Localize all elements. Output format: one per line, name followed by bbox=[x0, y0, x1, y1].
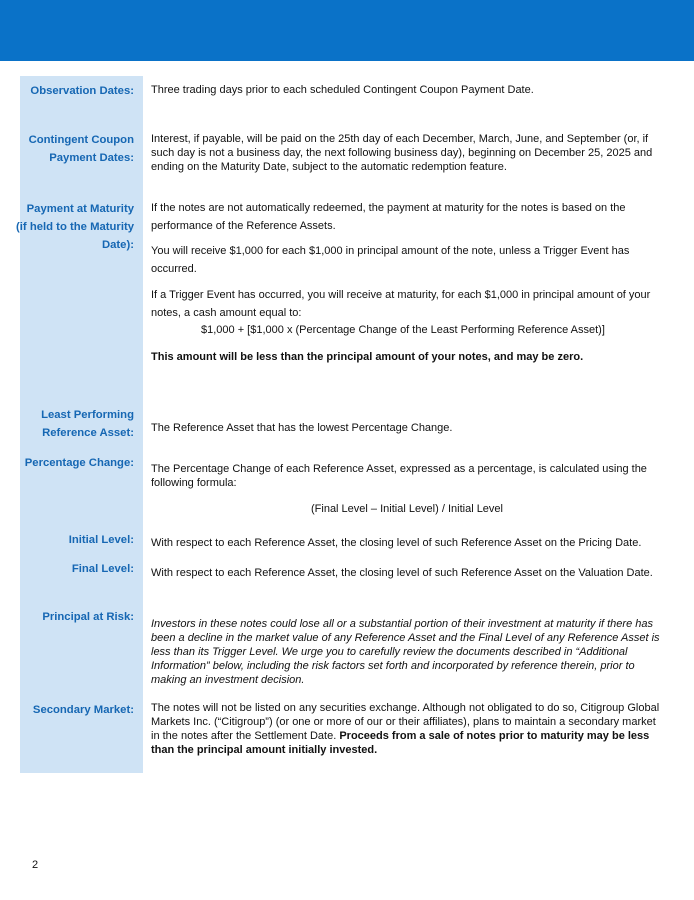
final-level-paragraph: With respect to each Reference Asset, the closing level of such Reference Asset on the Valuation Date. bbox=[151, 567, 653, 579]
label-secondary-market: Secondary Market: bbox=[32, 704, 134, 716]
secondary-market-bold-text: Proceeds from a sale of notes prior to maturity may be less than the principal amount initially invested. bbox=[151, 730, 650, 756]
label-percentage-change: Percentage Change: bbox=[24, 457, 134, 469]
secondary-market-paragraph bbox=[151, 701, 663, 757]
principal-at-risk-text bbox=[151, 617, 663, 687]
contingent-coupon-paragraph: Interest, if payable, will be paid on the 25th day of each December, March, June, and September (or, if such day is not a business day, the next following business day), beginning on December 25, 2025 and ending on the Maturity Date, subject to the automatic redemption feature. bbox=[151, 133, 653, 173]
least-performing-reference-asset-text bbox=[151, 421, 663, 435]
contingent-coupon-payment-dates-text bbox=[151, 132, 663, 174]
page-number: 2 bbox=[32, 859, 39, 871]
least-performing-paragraph: The Reference Asset that has the lowest Percentage Change. bbox=[151, 422, 453, 434]
observation-dates-text bbox=[151, 83, 663, 97]
payment-at-maturity-para1: If the notes are not automatically redeemed, the payment at maturity for the notes is based on the performance of the Reference Assets. bbox=[151, 202, 626, 232]
payment-at-maturity-formula: $1,000 + [$1,000 x (Percentage Change of the Least Performing Reference Asset)] bbox=[201, 324, 605, 336]
label-least-performing-reference-asset: Least Performing Reference Asset: bbox=[41, 409, 134, 439]
percentage-change-paragraph: The Percentage Change of each Reference Asset, expressed as a percentage, is calculated using the following formula: bbox=[151, 463, 647, 489]
percentage-change-text bbox=[151, 462, 663, 516]
payment-at-maturity-warning: This amount will be less than the principal amount of your notes, and may be zero. bbox=[151, 350, 584, 363]
initial-level-paragraph: With respect to each Reference Asset, the closing level of such Reference Asset on the Pricing Date. bbox=[151, 537, 642, 549]
label-initial-level: Initial Level: bbox=[68, 534, 134, 546]
payment-at-maturity-para2: You will receive $1,000 for each $1,000 in principal amount of the note, unless a Trigger Event has occurred. bbox=[151, 245, 630, 275]
initial-level-text bbox=[151, 536, 663, 550]
label-principal-at-risk: Principal at Risk: bbox=[42, 611, 134, 623]
label-payment-at-maturity: Payment at Maturity (if held to the Maturity Date): bbox=[16, 203, 134, 251]
label-observation-dates: Observation Dates: bbox=[30, 85, 134, 97]
secondary-market-text bbox=[151, 701, 663, 757]
label-final-level: Final Level: bbox=[71, 563, 134, 575]
observation-dates-paragraph: Three trading days prior to each scheduled Contingent Coupon Payment Date. bbox=[151, 84, 534, 96]
percentage-change-formula: (Final Level – Initial Level) / Initial Level bbox=[311, 503, 503, 515]
secondary-market-normal-text: The notes will not be listed on any securities exchange. Although not obligated to do so, Citigroup Global Markets Inc. (“Citigroup”) (or one or more of our or their affiliates), plans to maintain a secondary market in the notes after the Settlement Date. bbox=[151, 702, 660, 742]
principal-at-risk-paragraph: Investors in these notes could lose all or a substantial portion of their investment at maturity if there has been a decline in the market value of any Reference Asset and the Final Level of any Reference Asset is less than its Trigger Level. We urge you to carefully review the documents described in “Additional Information” below, including the risk factors set forth and incorporated by reference therein, prior to making an investment decision. bbox=[151, 618, 660, 686]
payment-at-maturity-para3: If a Trigger Event has occurred, you will receive at maturity, for each $1,000 in principal amount of your notes, a cash amount equal to: bbox=[151, 289, 651, 319]
label-contingent-coupon-payment-dates: Contingent Coupon Payment Dates: bbox=[28, 134, 134, 164]
payment-at-maturity-text bbox=[151, 200, 663, 366]
header-band bbox=[0, 0, 694, 61]
final-level-text bbox=[151, 565, 663, 583]
